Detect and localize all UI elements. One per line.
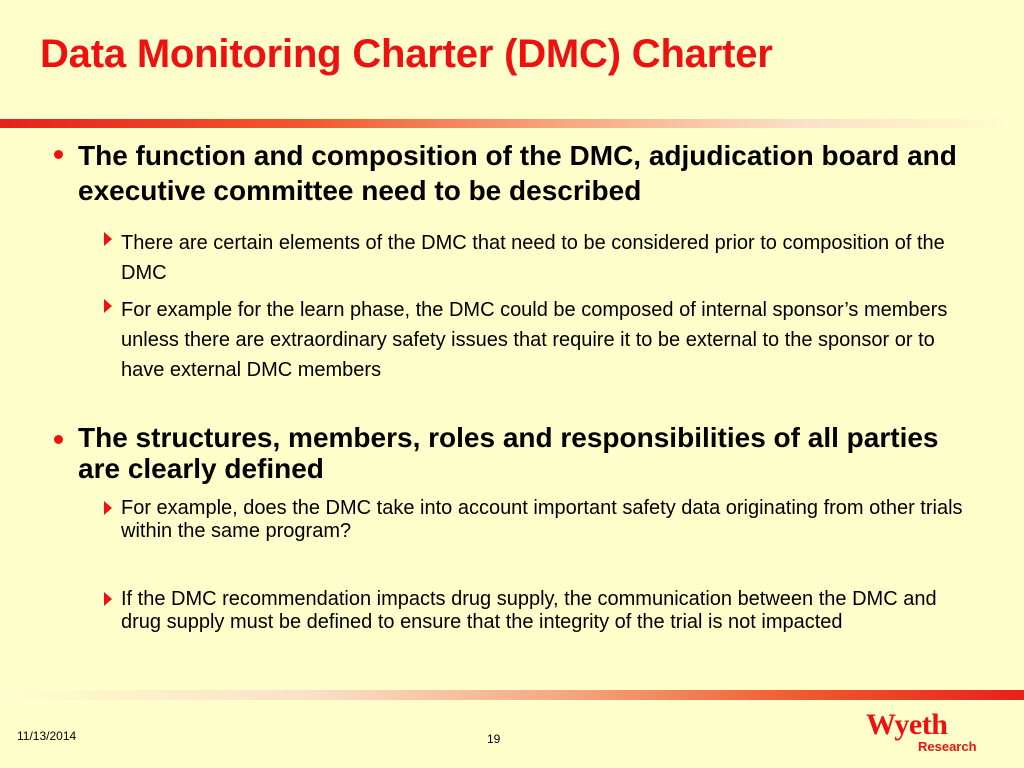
bullet-dot-icon — [54, 150, 63, 159]
header-divider — [0, 119, 1024, 128]
sub-bullet-text: For example, does the DMC take into account important safety data originating from other trials within the same program? — [121, 497, 963, 542]
arrow-right-icon — [104, 232, 112, 246]
arrow-right-icon — [104, 501, 112, 515]
arrow-right-icon — [104, 299, 112, 313]
logo-brand-text: Wyeth — [866, 708, 948, 741]
arrow-right-icon — [104, 592, 112, 606]
bullet-dot-icon — [54, 435, 63, 444]
main-bullet-text: The structures, members, roles and responsibilities of all parties are clearly defined — [78, 422, 939, 484]
sub-bullet-text: For example for the learn phase, the DMC could be composed of internal sponsor’s members unless there are extraordinary safety issues that require it to be external to the sponsor or to have external DMC members — [121, 299, 948, 381]
sub-bullet-text: If the DMC recommendation impacts drug supply, the communication between the DMC and drug supply must be defined to ensure that the integrity of the trial is not impacted — [121, 588, 937, 633]
main-bullet-text: The function and composition of the DMC, adjudication board and executive committee need to be described — [78, 140, 957, 206]
footer-divider — [0, 690, 1024, 700]
slide-title: Data Monitoring Charter (DMC) Charter — [40, 32, 773, 76]
wyeth-logo — [866, 708, 978, 760]
sub-bullet-text: There are certain elements of the DMC that need to be considered prior to composition of the DMC — [121, 232, 945, 284]
page-number: 19 — [487, 732, 501, 746]
logo-sub-text: Research — [918, 739, 977, 754]
slide-date: 11/13/2014 — [17, 729, 77, 743]
